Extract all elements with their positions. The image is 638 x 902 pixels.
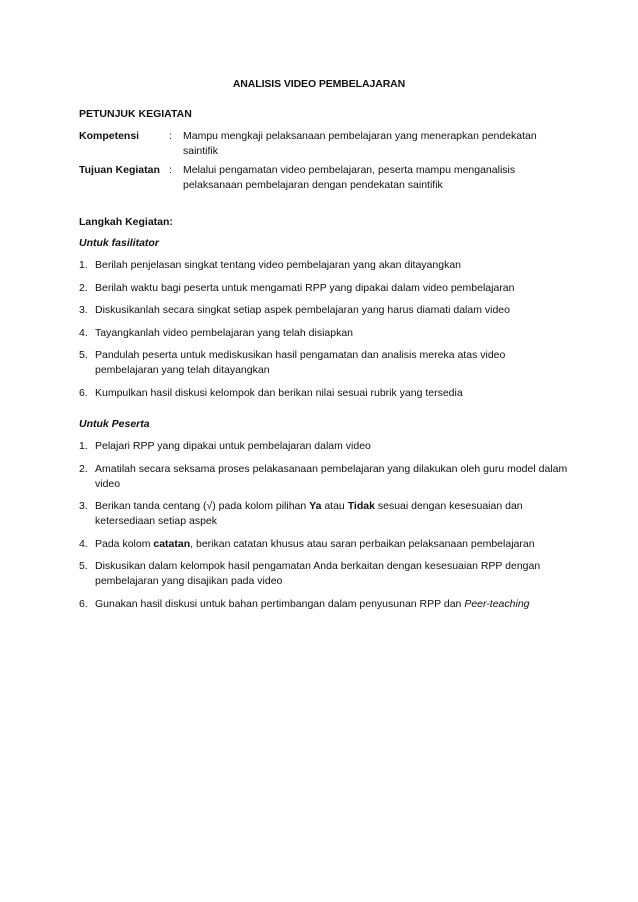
item-text-part: Berikan tanda centang (√) pada kolom pilihan: [95, 500, 310, 512]
item-number: 2.: [79, 462, 88, 475]
item-number: 5.: [79, 560, 88, 572]
list-item: [79, 281, 569, 296]
item-number: 6.: [79, 597, 88, 610]
item-number: 4.: [79, 326, 88, 339]
item-number: 5.: [79, 349, 88, 361]
item-text: Pandulah peserta untuk mediskusikan hasil pengamatan dan analisis mereka atas video pembelajaran yang telah ditayangkan: [95, 349, 506, 376]
list-item: [79, 348, 569, 378]
item-text-bold: Ya: [309, 500, 322, 512]
facilitator-heading: Untuk fasilitator: [79, 237, 159, 249]
facilitator-steps-list: [79, 258, 569, 408]
item-number: 3.: [79, 304, 88, 316]
item-text: Diskusikan dalam kelompok hasil pengamatan Anda berkaitan dengan kesesuaian RPP dengan pembelajaran yang disajikan pada video: [95, 560, 541, 587]
item-text: Tayangkanlah video pembelajaran yang telah disiapkan: [95, 326, 354, 339]
item-number: 3.: [79, 500, 88, 512]
item-text: Kumpulkan hasil diskusi kelompok dan berikan nilai sesuai rubrik yang tersedia: [95, 386, 463, 399]
item-text: Berilah waktu bagi peserta untuk mengamati RPP yang dipakai dalam video pembelajaran: [95, 281, 515, 294]
meta-key: Tujuan Kegiatan: [79, 164, 160, 176]
list-item: [79, 499, 569, 529]
item-number: 1.: [79, 440, 88, 452]
item-text-part: Pada kolom: [95, 537, 154, 550]
meta-colon: :: [169, 164, 172, 176]
list-item: [79, 439, 569, 454]
list-item: [79, 386, 569, 401]
list-item: [79, 537, 569, 552]
participant-steps-list: [79, 439, 569, 619]
steps-heading: Langkah Kegiatan:: [79, 216, 173, 228]
list-item: [79, 597, 569, 612]
meta-key: Kompetensi: [79, 130, 140, 142]
document-title: ANALISIS VIDEO PEMBELAJARAN: [232, 78, 406, 90]
item-text-bold: Tidak: [347, 500, 375, 512]
item-number: 4.: [79, 537, 88, 550]
item-text: Pelajari RPP yang dipakai untuk pembelajaran dalam video: [95, 440, 371, 452]
item-text: Diskusikanlah secara singkat setiap aspek pembelajaran yang harus diamati dalam video: [95, 304, 510, 316]
item-text-part: atau: [321, 500, 348, 512]
item-number: 2.: [79, 281, 88, 294]
item-text-italic: Peer-teaching: [464, 597, 530, 610]
list-item: [79, 559, 569, 589]
list-item: [79, 326, 569, 341]
list-item: [79, 303, 569, 318]
meta-value: Melalui pengamatan video pembelajaran, peserta mampu menganalisis pelaksanaan pembelajaran dengan pendekatan saintifik: [183, 164, 516, 191]
item-text-part: Gunakan hasil diskusi untuk bahan pertimbangan dalam penyusunan RPP dan: [95, 597, 465, 610]
item-number: 1.: [79, 259, 88, 271]
meta-colon: :: [169, 130, 172, 142]
participant-heading: Untuk Peserta: [79, 418, 150, 430]
item-text: Amatilah secara seksama proses pelakasanaan pembelajaran yang dilakukan oleh guru model dalam video: [95, 462, 568, 490]
list-item: [79, 258, 569, 273]
list-item: [79, 462, 569, 492]
item-text: Berilah penjelasan singkat tentang video pembelajaran yang akan ditayangkan: [95, 259, 462, 271]
meta-value: Mampu mengkaji pelaksanaan pembelajaran yang menerapkan pendekatan saintifik: [183, 130, 537, 157]
section-heading-petunjuk: PETUNJUK KEGIATAN: [79, 108, 192, 120]
item-text-part: , berikan catatan khusus atau saran perbaikan pelaksanaan pembelajaran: [190, 537, 535, 550]
item-text-part: sesuai dengan kesesuaian dan ketersediaan setiap aspek: [95, 500, 523, 527]
item-text-bold: catatan: [153, 537, 191, 550]
item-number: 6.: [79, 386, 88, 399]
